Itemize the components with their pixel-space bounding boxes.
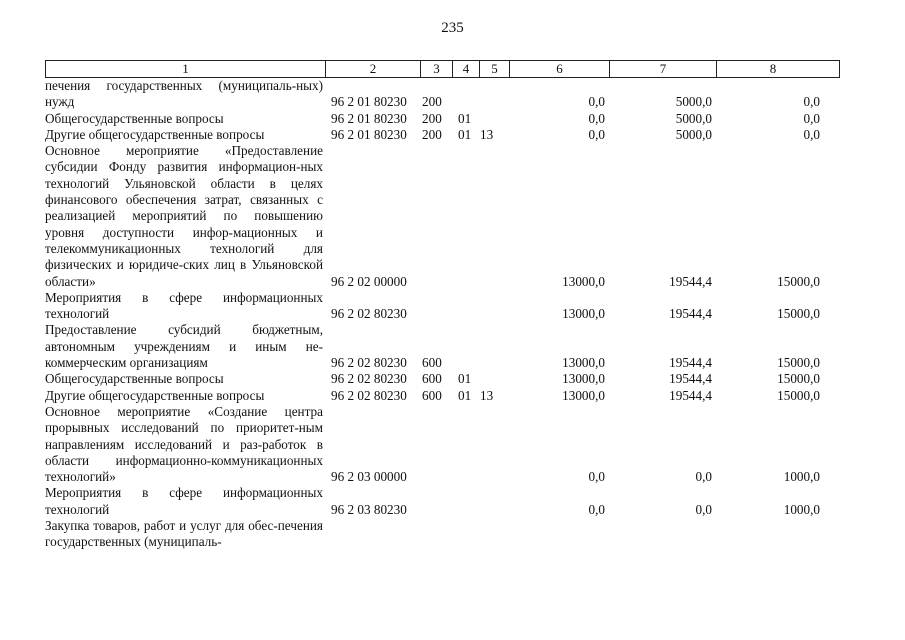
row-value-8: 15000,0 xyxy=(777,355,820,371)
row-name: Предоставление субсидий бюджетным, автономным учреждениям и иным не-коммерческим организациям xyxy=(45,322,323,371)
row-code: 96 2 02 80230 xyxy=(331,306,407,322)
row-name: Мероприятия в сфере информационных технологий xyxy=(45,485,323,517)
row-code: 96 2 02 80230 xyxy=(331,371,407,387)
table-header xyxy=(45,60,840,78)
row-value-8: 15000,0 xyxy=(777,273,820,289)
row-value-8: 15000,0 xyxy=(777,306,820,322)
row-code: 96 2 01 80230 xyxy=(331,94,407,110)
table-body xyxy=(45,78,840,551)
row-name: Общегосударственные вопросы xyxy=(45,110,224,126)
row-col-3: 200 xyxy=(422,126,442,142)
row-name: Общегосударственные вопросы xyxy=(45,371,224,387)
row-value-8: 1000,0 xyxy=(783,469,820,485)
header-col-5: 5 xyxy=(480,61,510,77)
row-code: 96 2 03 80230 xyxy=(331,501,407,517)
row-value-8: 15000,0 xyxy=(777,387,820,403)
row-value-7: 19544,4 xyxy=(669,273,712,289)
table-row xyxy=(45,127,840,143)
row-code: 96 2 02 80230 xyxy=(331,387,407,403)
row-value-6: 0,0 xyxy=(588,469,605,485)
header-col-3: 3 xyxy=(421,61,453,77)
row-col-3: 600 xyxy=(422,355,442,371)
row-name: Мероприятия в сфере информационных технологий xyxy=(45,289,323,322)
row-value-7: 5000,0 xyxy=(675,126,712,142)
row-value-8: 1000,0 xyxy=(783,501,820,517)
row-value-6: 0,0 xyxy=(588,501,605,517)
row-col-4: 01 xyxy=(458,110,472,126)
row-value-6: 0,0 xyxy=(588,94,605,110)
row-value-7: 0,0 xyxy=(695,501,712,517)
row-value-7: 19544,4 xyxy=(669,387,712,403)
row-code: 96 2 02 00000 xyxy=(331,273,407,289)
row-value-7: 19544,4 xyxy=(669,371,712,387)
row-name: Основное мероприятие «Предоставление субсидии Фонду развития информацион-ных технологий Ульяновской области в целях финансового обеспечения затрат, связанных с реализацией мероприятий по повышению уровня доступности инфор-мационных и телекоммуникационных технологий для физических и юридиче-ских лиц в Ульяновской области» xyxy=(45,143,323,289)
header-col-4: 4 xyxy=(453,61,480,77)
row-value-8: 0,0 xyxy=(803,94,820,110)
row-value-7: 0,0 xyxy=(695,469,712,485)
table-row xyxy=(45,78,840,111)
row-col-3: 200 xyxy=(422,94,442,110)
table-row xyxy=(45,111,840,127)
row-name: печения государственных (муниципаль-ных) нужд xyxy=(45,78,323,110)
row-col-3: 200 xyxy=(422,110,442,126)
page-number: 235 xyxy=(441,20,464,36)
row-code: 96 2 03 00000 xyxy=(331,469,407,485)
table-row xyxy=(45,485,840,518)
table-row xyxy=(45,388,840,404)
row-value-6: 13000,0 xyxy=(562,273,605,289)
row-value-7: 5000,0 xyxy=(675,94,712,110)
row-col-3: 600 xyxy=(422,387,442,403)
row-value-8: 0,0 xyxy=(803,126,820,142)
table-row xyxy=(45,290,840,323)
table-row xyxy=(45,371,840,387)
row-value-7: 19544,4 xyxy=(669,306,712,322)
row-code: 96 2 02 80230 xyxy=(331,355,407,371)
header-col-2: 2 xyxy=(326,61,421,77)
row-col-3: 600 xyxy=(422,371,442,387)
row-col-4: 01 xyxy=(458,371,472,387)
row-value-8: 15000,0 xyxy=(777,371,820,387)
header-col-1: 1 xyxy=(46,61,326,77)
row-value-8: 0,0 xyxy=(803,110,820,126)
table-row xyxy=(45,143,840,290)
budget-table xyxy=(45,60,840,551)
row-name: Закупка товаров, работ и услуг для обес-печения государственных (муниципаль- xyxy=(45,518,323,550)
row-value-6: 0,0 xyxy=(588,126,605,142)
row-value-6: 0,0 xyxy=(588,110,605,126)
table-row xyxy=(45,518,840,551)
row-col-4: 01 xyxy=(458,387,472,403)
row-value-6: 13000,0 xyxy=(562,371,605,387)
header-col-8: 8 xyxy=(769,61,777,76)
row-value-6: 13000,0 xyxy=(562,306,605,322)
row-value-6: 13000,0 xyxy=(562,355,605,371)
row-name: Другие общегосударственные вопросы xyxy=(45,387,265,403)
row-name: Основное мероприятие «Создание центра прорывных исследований по приоритет-ным направлениям исследований и раз-работок в области информационно-коммуникационных технологий» xyxy=(45,403,323,485)
row-name: Другие общегосударственные вопросы xyxy=(45,126,265,142)
row-col-5: 13 xyxy=(480,126,494,142)
row-code: 96 2 01 80230 xyxy=(331,126,407,142)
row-col-4: 01 xyxy=(458,126,472,142)
row-value-6: 13000,0 xyxy=(562,387,605,403)
header-col-6: 6 xyxy=(510,61,610,77)
row-col-5: 13 xyxy=(480,387,494,403)
row-value-7: 19544,4 xyxy=(669,355,712,371)
table-row xyxy=(45,404,840,485)
header-col-7: 7 xyxy=(610,61,717,77)
row-code: 96 2 01 80230 xyxy=(331,110,407,126)
table-row xyxy=(45,322,840,371)
row-value-7: 5000,0 xyxy=(675,110,712,126)
